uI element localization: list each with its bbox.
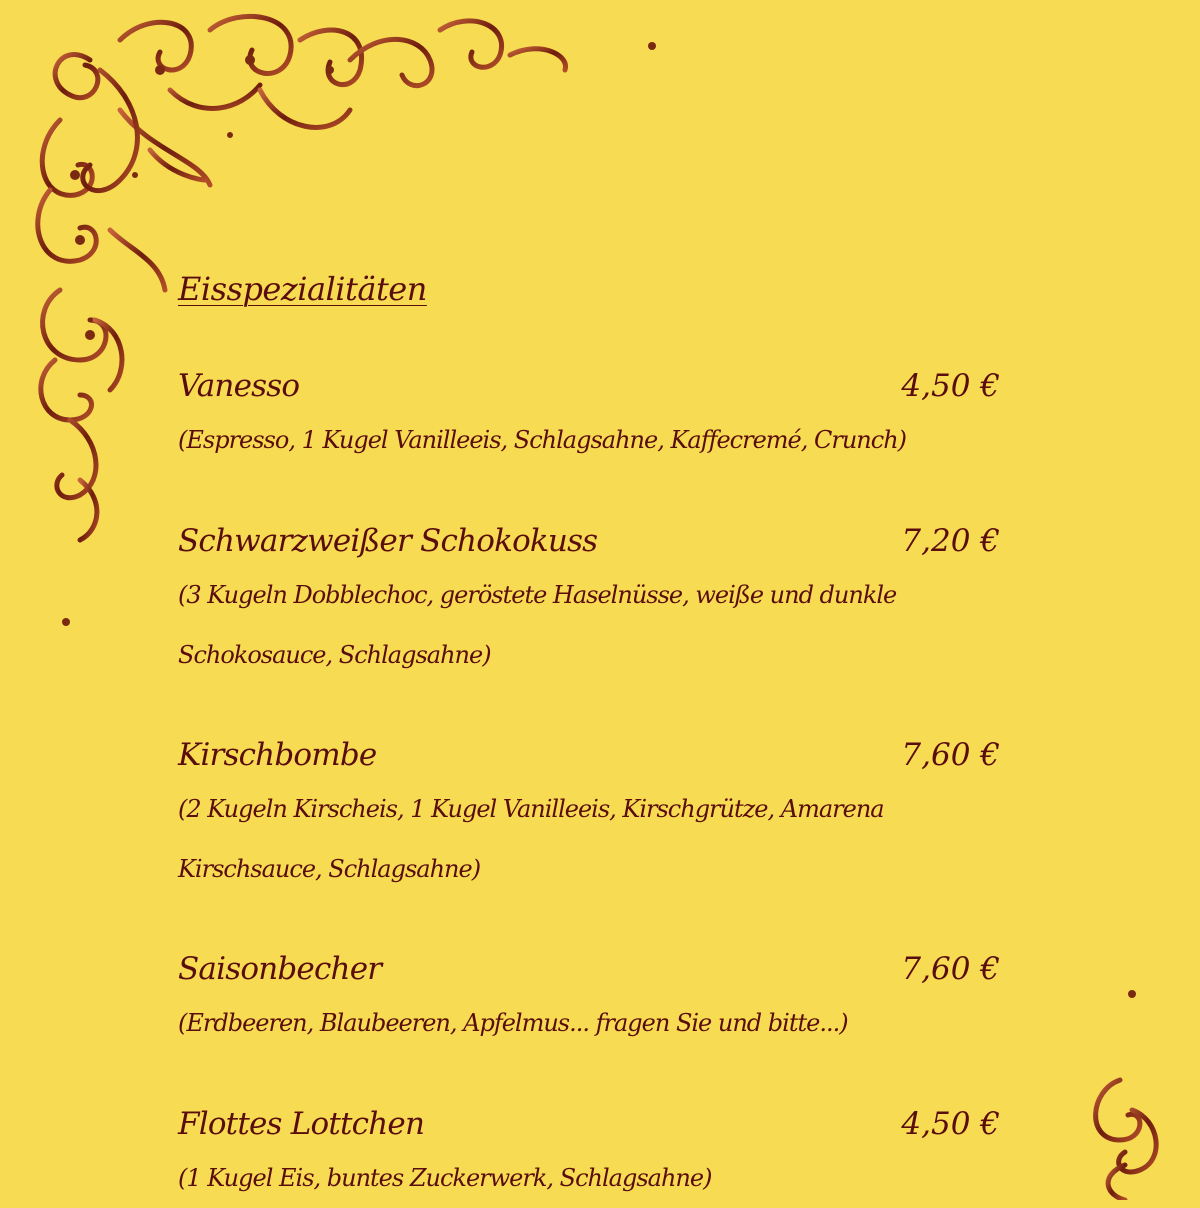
menu-item-price: 4,50 € — [901, 368, 1000, 404]
menu-item-description: (Espresso, 1 Kugel Vanilleeis, Schlagsahne, Kaffecremé, Crunch) — [178, 426, 907, 454]
corner-ornament-bottom-icon — [1080, 990, 1200, 1200]
menu-item-name: Vanesso — [178, 368, 300, 404]
menu-item-name: Schwarzweißer Schokokuss — [178, 523, 598, 559]
menu-item-price: 7,60 € — [901, 737, 1000, 773]
menu-item-name: Kirschbombe — [178, 737, 377, 773]
menu-item-price: 7,20 € — [901, 523, 1000, 559]
menu-item-description: (2 Kugeln Kirscheis, 1 Kugel Vanilleeis, Kirschgrütze, Amarena Kirschsauce, Schlagsahne) — [178, 795, 884, 883]
menu-item-price: 4,50 € — [901, 1106, 1000, 1142]
menu-title: Eisspezialitäten — [178, 270, 427, 308]
menu-item-name: Flottes Lottchen — [178, 1106, 425, 1142]
menu-item-description: (Erdbeeren, Blaubeeren, Apfelmus... fragen Sie und bitte...) — [178, 1009, 848, 1037]
menu-item-name: Saisonbecher — [178, 951, 382, 987]
menu-item-description: (3 Kugeln Dobblechoc, geröstete Haselnüsse, weiße und dunkle Schokosauce, Schlagsahne) — [178, 581, 897, 669]
menu-item-price: 7,60 € — [901, 951, 1000, 987]
menu-item-description: (1 Kugel Eis, buntes Zuckerwerk, Schlagsahne) — [178, 1164, 712, 1192]
